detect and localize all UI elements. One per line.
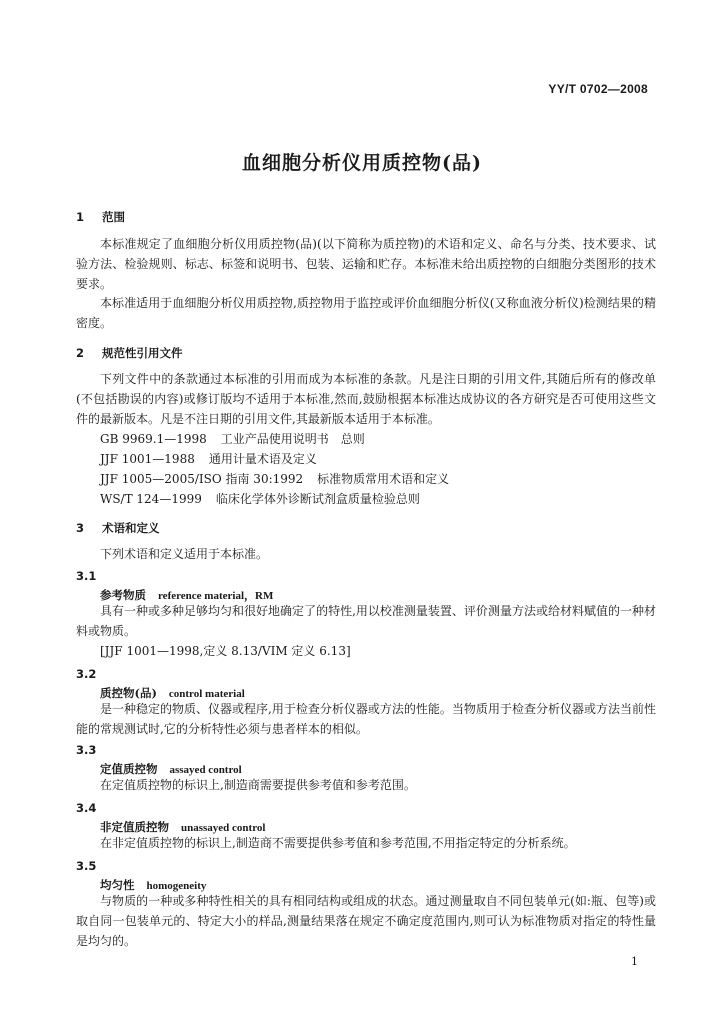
- reference-title: 临床化学体外诊断试剂盒质量检验总则: [215, 492, 420, 506]
- reference-title: 工业产品使用说明书 总则: [220, 432, 365, 446]
- reference-code: JJF 1005—2005/ISO 指南 30:1992: [100, 472, 304, 486]
- clause-number: 3.1: [76, 569, 97, 583]
- reference-code: GB 9969.1—1998: [100, 432, 207, 446]
- section-3-heading: [76, 520, 160, 536]
- normative-reference: [100, 449, 317, 469]
- clause-number: 3.3: [76, 743, 97, 757]
- section-1-paragraph-2: 本标准适用于血细胞分析仪用质控物,质控物用于监控或评价血细胞分析仪(又称血液分析仪)检测结果的精密度。: [76, 296, 656, 330]
- page-number: 1: [631, 955, 638, 968]
- clause-number: 3.5: [76, 859, 97, 873]
- section-number: 3: [76, 521, 85, 535]
- term-source-note: [JJF 1001—1998,定义 8.13/VIM 定义 6.13]: [100, 644, 351, 658]
- section-2-heading: [76, 345, 183, 361]
- term-chinese: 参考物质: [100, 588, 146, 602]
- reference-title: 标准物质常用术语和定义: [317, 472, 450, 486]
- reference-code: WS/T 124—1999: [100, 492, 202, 506]
- section-number: 1: [76, 210, 85, 224]
- section-title: 术语和定义: [102, 521, 160, 535]
- term-chinese: 非定值质控物: [100, 820, 169, 834]
- term-definition: 是一种稳定的物质、仪器或程序,用于检查分析仪器或方法的性能。当物质用于检查分析仪器或方法当前性能的常规测试时,它的分析特性必须与患者样本的相似。: [76, 702, 656, 736]
- term-definition: 与物质的一种或多种特性相关的具有相同结构或组成的状态。通过测量取自不同包装单元(如:瓶、包等)或取自同一包装单元的、特定大小的样品,测量结果落在规定不确定度范围内,则可认为标准物质对指定的特性量是均匀的。: [76, 894, 656, 948]
- normative-reference: [100, 469, 449, 489]
- section-title: 规范性引用文件: [102, 346, 183, 360]
- term-chinese: 质控物(品): [100, 686, 157, 700]
- normative-reference: [100, 429, 365, 449]
- term-english: unassayed control: [181, 822, 266, 834]
- section-1-paragraph-1: 本标准规定了血细胞分析仪用质控物(品)(以下简称为质控物)的术语和定义、命名与分类、技术要求、试验方法、检验规则、标志、标签和说明书、包装、运输和贮存。本标准未给出质控物的白细胞分类图形的技术要求。: [76, 237, 656, 291]
- term-chinese: 定值质控物: [100, 762, 158, 776]
- reference-title: 通用计量术语及定义: [208, 452, 317, 466]
- term-english: assayed control: [169, 764, 242, 776]
- clause-number: 3.4: [76, 801, 97, 815]
- term-english: homogeneity: [146, 880, 207, 892]
- term-english: control material: [168, 688, 245, 700]
- standard-code: YY/T 0702—2008: [548, 82, 648, 96]
- term-chinese: 均匀性: [100, 878, 135, 892]
- section-number: 2: [76, 346, 85, 360]
- section-1-heading: [76, 209, 125, 225]
- normative-reference: [100, 489, 420, 509]
- section-2-paragraph-1: 下列文件中的条款通过本标准的引用而成为本标准的条款。凡是注日期的引用文件,其随后所有的修改单(不包括勘误的内容)或修订版均不适用于本标准,然而,鼓励根据本标准达成协议的各方研究是否可使用这些文件的最新版本。凡是不注日期的引用文件,其最新版本适用于本标准。: [76, 372, 656, 426]
- clause-number: 3.2: [76, 667, 97, 681]
- term-definition: 在非定值质控物的标识上,制造商不需要提供参考值和参考范围,不用指定特定的分析系统。: [100, 836, 576, 850]
- reference-code: JJF 1001—1988: [100, 452, 195, 466]
- term-definition: 具有一种或多种足够均匀和很好地确定了的特性,用以校准测量装置、评价测量方法或给材料赋值的一种材料或物质。: [76, 604, 656, 638]
- term-definition: 在定值质控物的标识上,制造商需要提供参考值和参考范围。: [100, 778, 416, 792]
- document-title: 血细胞分析仪用质控物(品): [242, 152, 482, 174]
- section-title: 范围: [102, 210, 125, 224]
- term-english: reference material，RM: [158, 590, 274, 602]
- section-3-intro: 下列术语和定义适用于本标准。: [100, 547, 269, 561]
